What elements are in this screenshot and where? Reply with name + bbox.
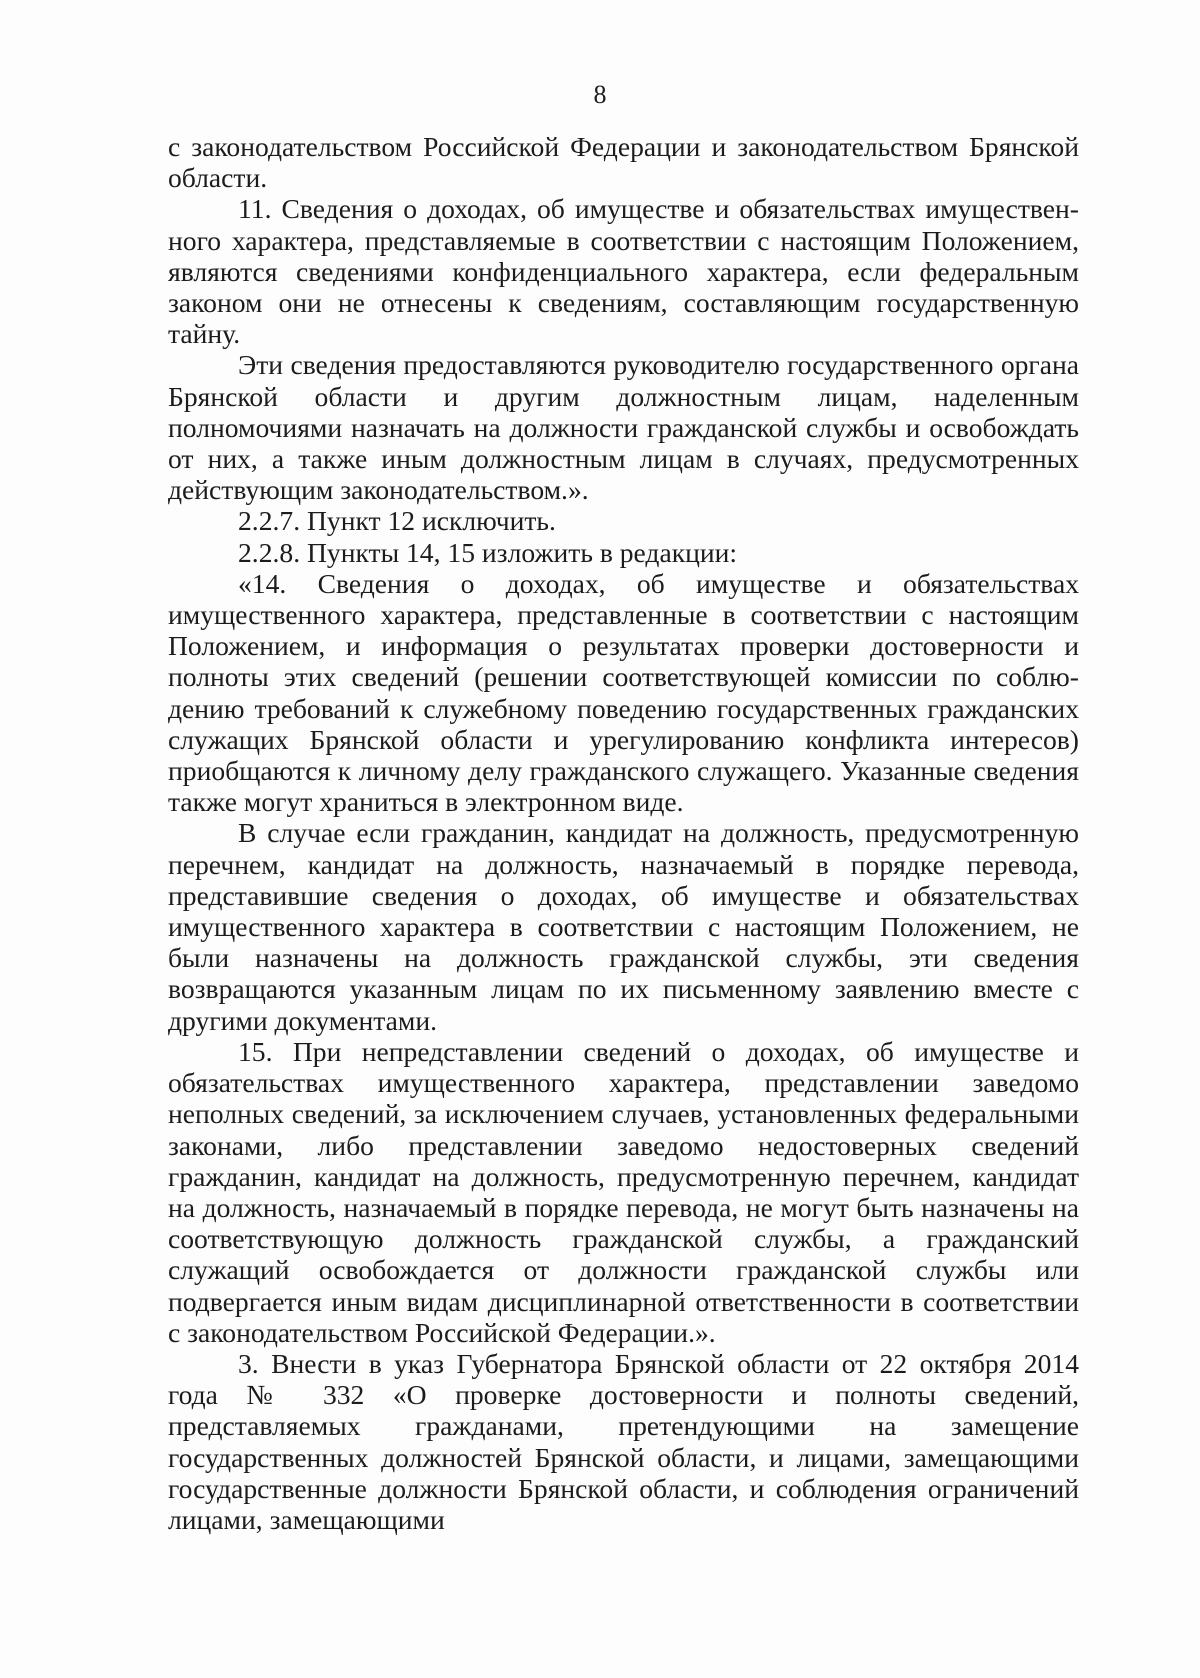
paragraph: В случае если гражданин, кандидат на должность, предусмотренную перечнем, кандидат на должность, назначаемый в порядке перевода, представившие сведения о доходах, об имуществе и обязательствах имущественного характера в соответствии с настоящим Положением, не были назначены на должность гражданской службы, эти сведения возвращаются указанным лицам по их письменному заявлению вместе с другими документами. [168,817,1079,1036]
paragraph: 3. Внести в указ Губернатора Брянской области от 22 октября 2014 года № 332 «О проверке достоверности и полноты сведений, представляемых гражданами, претендующими на замещение государственных должностей Брянской области, и лицами, замещающими государственные должности Брянской области, и соблюдения ограничений лицами, замещающими [168,1347,1079,1535]
paragraph: 11. Сведения о доходах, об имуществе и обязательствах имущественного характера, представляемые в соответствии с настоящим Положением, являются сведениями конфиденциального характера, если федеральным законом они не отнесены к сведениям, составляющим государственную тайну. [168,193,1079,350]
paragraph: Эти сведения предоставляются руководителю государственного органа Брянской области и другим должностным лицам, наделенным полномочиями назначать на должности гражданской службы и освобождать от них, а также иным должностным лицам в случаях, предусмотренных действующим законодательством.». [168,349,1079,506]
paragraph: «14. Сведения о доходах, об имуществе и обязательствах имущественного характера, представленные в соответствии с настоящим Положением, и информация о результатах проверки достоверности и полноты этих сведений (решении соответствующей комиссии по соблюдению требований к служебному поведению государственных гражданских служащих Брянской области и урегулированию конфликта интересов) приобщаются к личному делу гражданского служащего. Указанные сведения также могут храниться в электронном виде. [168,567,1079,818]
paragraph: 2.2.8. Пункты 14, 15 изложить в редакции: [238,536,738,568]
page-number: 8 [593,80,607,109]
paragraph: 15. При непредставлении сведений о доходах, об имуществе и обязательствах имущественного характера, представлении заведомо неполных сведений, за исключением случаев, установленных федеральными законами, либо представлении заведомо недостоверных сведений гражданин, кандидат на должность, предусмотренную перечнем, кандидат на должность, назначаемый в порядке перевода, не могут быть назначены на соответствующую должность гражданской службы, а гражданский служащий освобождается от должности гражданской службы или подвергается иным видам дисциплинарной ответственности в соответствии с законодательством Российской Федерации.». [168,1035,1079,1348]
paragraph: с законодательством Российской Федерации и законодательством Брянской области. [168,131,1079,194]
paragraph: 2.2.7. Пункт 12 исключить. [238,505,556,537]
document-body [168,131,1079,1535]
